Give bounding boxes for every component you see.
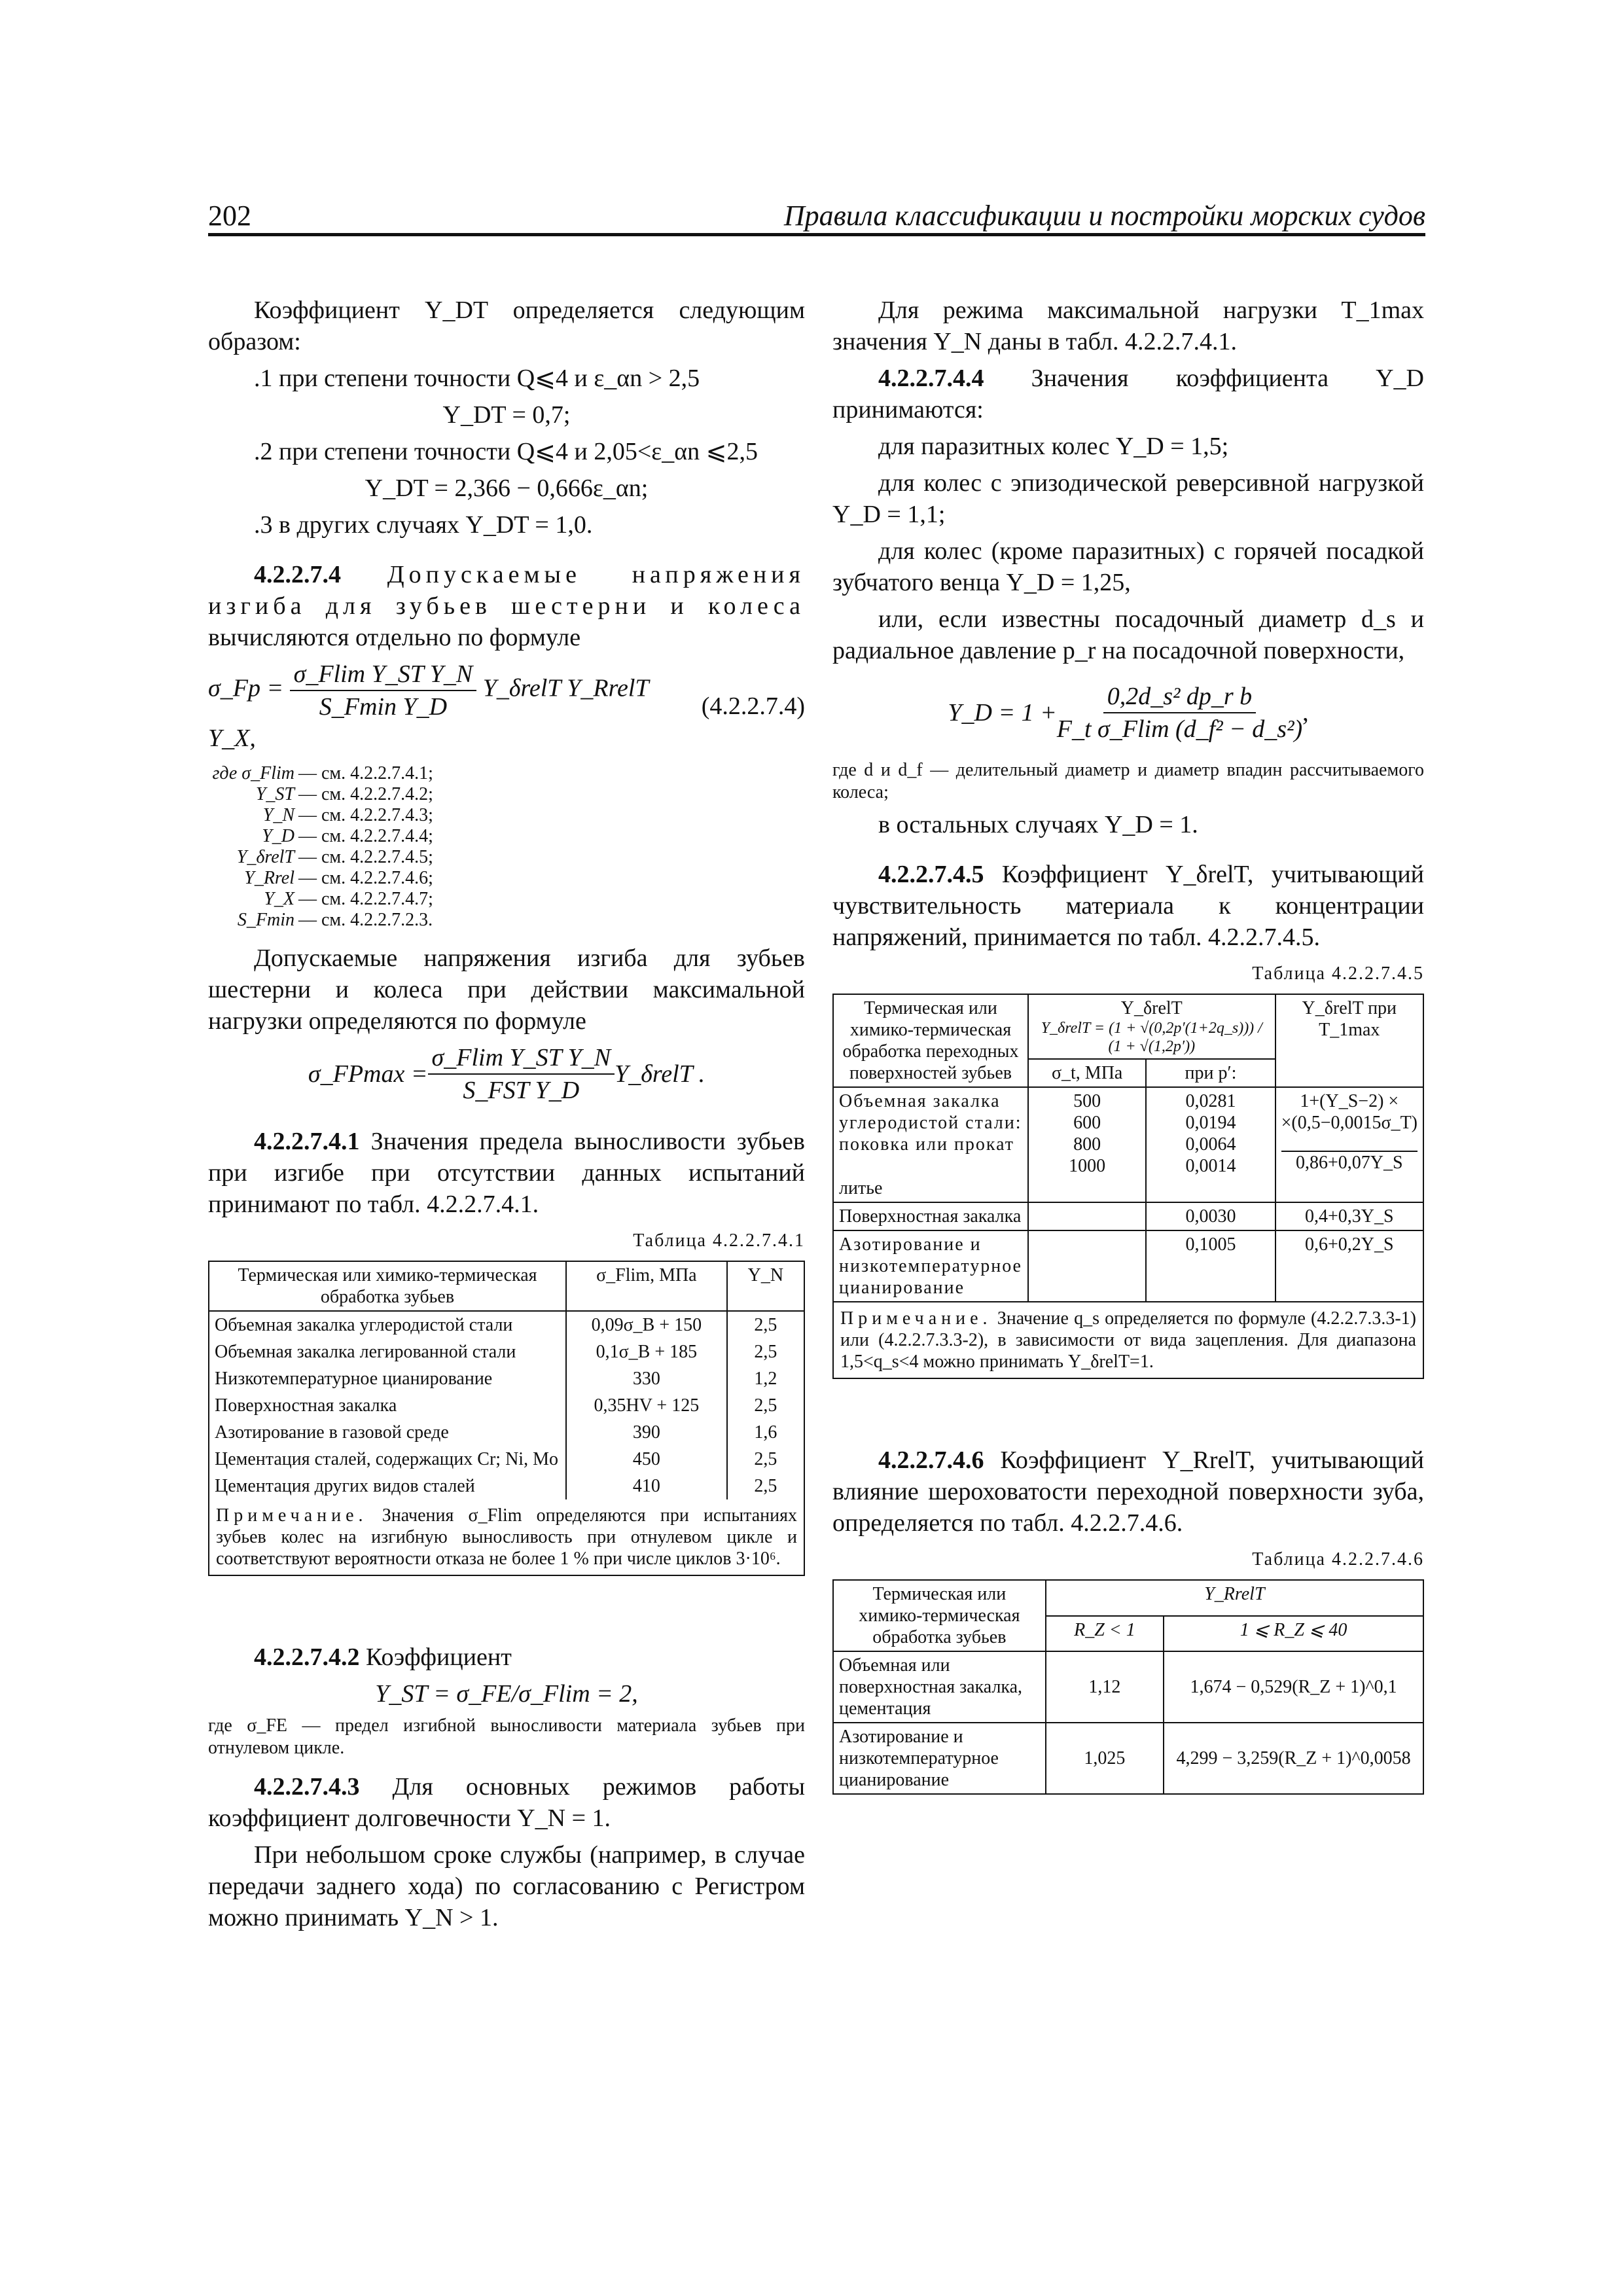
table-cell — [1275, 1087, 1423, 1202]
table-cell: 0,0030 — [1146, 1202, 1275, 1230]
sigma-value: 1000 — [1069, 1156, 1106, 1176]
formula-tail: , — [1302, 699, 1309, 726]
table-cell: 2,5 — [727, 1311, 804, 1338]
table-row — [209, 1338, 804, 1365]
row-label: Объемная закалка углеродистой стали: поковка или прокат — [839, 1091, 1022, 1155]
table-cell: 0,6+0,2Y_S — [1275, 1230, 1423, 1302]
where-ref: — см. 4.2.2.7.4.6; — [298, 868, 433, 888]
where-symbol: Y_ST — [255, 784, 294, 804]
formula-fraction — [428, 1042, 615, 1106]
table-cell: 390 — [566, 1419, 727, 1446]
where-symbol: Y_X — [264, 889, 294, 909]
table-cell: Поверхностная закалка — [833, 1202, 1028, 1230]
list-item: для колес с эпизодической реверсивной нагрузкой Y_D = 1,1; — [832, 469, 1424, 528]
formula-numerator: σ_Flim Y_ST Y_N — [428, 1042, 615, 1075]
table-row — [833, 1723, 1423, 1794]
table-row — [833, 1230, 1423, 1302]
section-number: 4.2.2.7.4.3 — [254, 1773, 360, 1801]
table-row — [209, 1311, 804, 1338]
formula-numerator: 0,2d_s² dp_r b — [1103, 681, 1256, 713]
table-caption: Таблица 4.2.2.7.4.5 — [1252, 963, 1424, 984]
where-ref: — см. 4.2.2.7.4.5; — [298, 847, 433, 867]
table-cell: Азотирование и низкотемпературное цианирование — [833, 1230, 1028, 1302]
section-heading: Допускаемые напряжения изгиба для зубьев шестерни и колеса — [208, 561, 805, 620]
where-item — [208, 910, 805, 931]
table-subheader: при p′: — [1146, 1059, 1275, 1087]
table-cell: 0,1005 — [1146, 1230, 1275, 1302]
table-cell: 0,1σ_B + 185 — [566, 1338, 727, 1365]
tmax-value: 1+(Y_S−2) × ×(0,5−0,0015σ_T) — [1281, 1091, 1418, 1133]
table-cell: 410 — [566, 1473, 727, 1499]
running-title: Правила классификации и постройки морских судов — [783, 200, 1425, 232]
table-cell: 330 — [566, 1365, 727, 1392]
list-item: для паразитных колес Y_D = 1,5; — [878, 433, 1229, 460]
section-number: 4.2.2.7.4.4 — [878, 365, 984, 392]
table-header: Y_N — [727, 1261, 804, 1311]
where-ref: — см. 4.2.2.7.4.7; — [298, 889, 433, 909]
table-cell: 1,6 — [727, 1419, 804, 1446]
section-4-2-2-7-4 — [208, 559, 805, 653]
formula-lhs: σ_Fp = — [208, 674, 284, 702]
sigma-value: 600 — [1073, 1113, 1101, 1133]
section-4-2-2-7-4-6 — [832, 1444, 1424, 1539]
table-cell: 0,09σ_B + 150 — [566, 1311, 727, 1338]
table-cell — [1028, 1087, 1146, 1202]
where-item — [208, 805, 805, 826]
table-cell: Объемная закалка углеродистой стали — [209, 1311, 566, 1338]
table-cell: Азотирование и низкотемпературное цианирование — [833, 1723, 1046, 1794]
table-header: σ_Flim, МПа — [566, 1261, 727, 1311]
table-subheader: 1 ⩽ R_Z ⩽ 40 — [1164, 1616, 1423, 1652]
yd-formula — [832, 681, 1424, 745]
table-header — [1028, 994, 1275, 1059]
formula: Y_ST = σ_FE/σ_Flim = 2, — [375, 1680, 638, 1708]
table-row — [209, 1473, 804, 1499]
table-row — [833, 1087, 1423, 1202]
formula-number: (4.2.2.7.4) — [701, 692, 805, 720]
section-text: Значения коэффициента Y_D принимаются: — [832, 365, 1424, 423]
table-caption: Таблица 4.2.2.7.4.1 — [633, 1230, 805, 1251]
page-header — [208, 196, 1425, 233]
table-header: Y_δrelT при T_1max — [1275, 994, 1423, 1087]
paragraph: Допускаемые напряжения изгиба для зубьев шестерни и колеса при действии максимальной нагрузки определяются по формуле — [208, 944, 805, 1035]
where-symbol: Y_N — [262, 805, 294, 825]
table-cell: Объемная или поверхностная закалка, цементация — [833, 1651, 1046, 1723]
right-column — [832, 295, 1424, 1795]
table-cell — [1028, 1202, 1146, 1230]
page-number: 202 — [208, 200, 251, 232]
table-cell — [1028, 1230, 1146, 1302]
section-4-2-2-7-4-5 — [832, 859, 1424, 953]
sigma-value: 500 — [1073, 1091, 1101, 1111]
where-note: где d и d_f — делительный диаметр и диаметр впадин рассчитываемого колеса; — [832, 760, 1424, 802]
left-column — [208, 295, 805, 1939]
table-cell: 1,12 — [1046, 1651, 1164, 1723]
where-item — [208, 847, 805, 868]
table-cell: 1,025 — [1046, 1723, 1164, 1794]
note-label: Примечание. — [840, 1308, 992, 1329]
header-rule — [208, 233, 1425, 236]
section-text: Значения предела выносливости зубьев при изгибе при отсутствии данных испытаний принимают по табл. 4.2.2.7.4.1. — [208, 1128, 805, 1218]
where-symbol: S_Fmin — [237, 910, 294, 930]
table-cell: 2,5 — [727, 1338, 804, 1365]
p-value: 0,0281 — [1185, 1091, 1236, 1111]
where-symbol: Y_Rrel — [244, 868, 294, 888]
table-cell: 0,4+0,3Y_S — [1275, 1202, 1423, 1230]
table-cell: Поверхностная закалка — [209, 1392, 566, 1419]
note-label: Примечание. — [216, 1505, 368, 1526]
list-item: в остальных случаях Y_D = 1. — [878, 811, 1198, 838]
section-number: 4.2.2.7.4.1 — [254, 1128, 360, 1155]
formula-max — [208, 1042, 805, 1106]
table-row — [209, 1446, 804, 1473]
table-header: Термическая или химико-термическая обработка переходных поверхностей зубьев — [833, 994, 1028, 1087]
section-number: 4.2.2.7.4.2 — [254, 1643, 360, 1671]
table-row — [209, 1365, 804, 1392]
table-cell: Азотирование в газовой среде — [209, 1419, 566, 1446]
main-formula — [208, 658, 805, 754]
paragraph: Для режима максимальной нагрузки T_1max значения Y_N даны в табл. 4.2.2.7.4.1. — [832, 296, 1424, 355]
p-value: 0,0064 — [1185, 1134, 1236, 1155]
formula-fraction — [290, 658, 477, 723]
where-ref: — см. 4.2.2.7.4.1; — [298, 763, 433, 783]
formula-lhs: σ_FPmax = — [308, 1060, 428, 1088]
table-note — [832, 1302, 1424, 1379]
list-item: или, если известны посадочный диаметр d_s и радиальное давление p_r на посадочной поверхности, — [832, 605, 1424, 664]
where-item — [208, 763, 805, 784]
table-cell: Объемная закалка легированной стали — [209, 1338, 566, 1365]
where-ref: — см. 4.2.2.7.2.3. — [298, 910, 433, 930]
table-cell — [833, 1087, 1028, 1202]
table-4-2-2-7-4-6 — [832, 1579, 1424, 1795]
section-4-2-2-7-4-3 — [208, 1771, 805, 1834]
where-ref: — см. 4.2.2.7.4.3; — [298, 805, 433, 825]
list-item: для колес (кроме паразитных) с горячей посадкой зубчатого венца Y_D = 1,25, — [832, 537, 1424, 596]
case-2: .2 при степени точности Q⩽4 и 2,05<ε_αn ⩽2,5 — [254, 438, 758, 465]
row-label: литье — [839, 1178, 883, 1198]
where-symbol: Y_D — [262, 826, 294, 846]
formula-rhs: Y_δrelT . — [615, 1060, 705, 1088]
paragraph: При небольшом сроке службы (например, в случае передачи заднего хода) по согласованию с Регистром можно принимать Y_N > 1. — [208, 1841, 805, 1931]
table-cell: 450 — [566, 1446, 727, 1473]
table-cell: Цементация сталей, содержащих Cr; Ni, Mo — [209, 1446, 566, 1473]
formula-lhs: Y_D = 1 + — [948, 699, 1057, 726]
table-subheader: R_Z < 1 — [1046, 1616, 1164, 1652]
header-formula: Y_δrelT = (1 + √(0,2p′(1+2q_s))) / (1 + √(1,2p′)) — [1041, 1020, 1262, 1055]
table-cell: 1,2 — [727, 1365, 804, 1392]
section-4-2-2-7-4-2 — [208, 1641, 805, 1673]
formula: Y_DT = 0,7; — [442, 401, 571, 429]
section-text: Коэффициент — [366, 1643, 512, 1671]
note-text: Значения σ_Flim определяются при испытаниях зубьев колес на изгибную выносливость при отнулевом цикле и соответствуют вероятности отказа не более 1 % при числе циклов 3·10⁶. — [216, 1505, 798, 1569]
section-4-2-2-7-4-4 — [832, 363, 1424, 425]
table-cell — [1146, 1087, 1275, 1202]
table-row — [833, 1651, 1423, 1723]
section-number: 4.2.2.7.4.6 — [878, 1446, 984, 1474]
section-number: 4.2.2.7.4.5 — [878, 861, 984, 888]
where-item — [208, 826, 805, 847]
table-row — [209, 1419, 804, 1446]
table-header: Y_RrelT — [1046, 1580, 1423, 1616]
p-value: 0,0014 — [1185, 1156, 1236, 1176]
table-cell: 2,5 — [727, 1392, 804, 1419]
formula-numerator: σ_Flim Y_ST Y_N — [290, 658, 477, 691]
table-cell: 1,674 − 0,529(R_Z + 1)^0,1 — [1164, 1651, 1423, 1723]
formula: Y_DT = 2,366 − 0,666ε_αn; — [365, 475, 649, 502]
table-header: Термическая или химико-термическая обработка зубьев — [209, 1261, 566, 1311]
formula-rhs: Y_δrelT Y_RrelT Y_X, — [208, 674, 649, 752]
case-3: .3 в других случаях Y_DT = 1,0. — [254, 511, 593, 539]
paragraph: Коэффициент Y_DT определяется следующим образом: — [208, 296, 805, 355]
header-symbol: Y_δrelT — [1120, 998, 1183, 1018]
section-text: вычисляются отдельно по формуле — [208, 624, 581, 651]
p-value: 0,0194 — [1185, 1113, 1236, 1133]
sigma-value: 800 — [1073, 1134, 1101, 1155]
table-cell: 2,5 — [727, 1446, 804, 1473]
table-cell: Низкотемпературное цианирование — [209, 1365, 566, 1392]
where-symbol: где σ_Flim — [212, 763, 294, 783]
table-4-2-2-7-4-1 — [208, 1261, 805, 1499]
section-text: Коэффициент Y_δrelT, учитывающий чувствительность материала к концентрации напряжений, принимается по табл. 4.2.2.7.4.5. — [832, 861, 1424, 951]
table-caption: Таблица 4.2.2.7.4.6 — [1252, 1549, 1424, 1570]
table-4-2-2-7-4-5 — [832, 994, 1424, 1302]
table-row — [833, 1202, 1423, 1230]
table-cell: 0,35HV + 125 — [566, 1392, 727, 1419]
where-item — [208, 868, 805, 889]
note-text: Значение q_s определяется по формуле (4.2.2.7.3.3-1) или (4.2.2.7.3.3-2), в зависимости от вида зацепления. Для диапазона 1,5<q_s<4 можно принимать Y_δrelT=1. — [840, 1308, 1417, 1372]
section-text: Для основных режимов работы коэффициент долговечности Y_N = 1. — [208, 1773, 806, 1832]
where-list — [208, 763, 805, 931]
where-note: где σ_FE — предел изгибной выносливости материала зубьев при отнулевом цикле. — [208, 1715, 805, 1758]
formula-denominator: S_Fmin Y_D — [319, 693, 448, 721]
section-4-2-2-7-4-1 — [208, 1126, 805, 1220]
section-text: Коэффициент Y_RrelT, учитывающий влияние шероховатости переходной поверхности зуба, определяется по табл. 4.2.2.7.4.6. — [832, 1446, 1424, 1537]
where-item — [208, 889, 805, 910]
table-cell: 4,299 − 3,259(R_Z + 1)^0,0058 — [1164, 1723, 1423, 1794]
where-ref: — см. 4.2.2.7.4.4; — [298, 826, 433, 846]
table-row — [209, 1392, 804, 1419]
section-number: 4.2.2.7.4 — [254, 561, 341, 588]
table-note — [208, 1499, 805, 1576]
where-symbol: Y_δrelT — [236, 847, 294, 867]
table-cell: 2,5 — [727, 1473, 804, 1499]
where-ref: — см. 4.2.2.7.4.2; — [298, 784, 433, 804]
table-cell: Цементация других видов сталей — [209, 1473, 566, 1499]
formula-denominator: F_t σ_Flim (d_f² − d_s²) — [1056, 715, 1303, 743]
case-1: .1 при степени точности Q⩽4 и ε_αn > 2,5 — [254, 365, 700, 392]
table-header: Термическая или химико-термическая обработка зубьев — [833, 1580, 1046, 1651]
formula-denominator: S_FST Y_D — [463, 1077, 580, 1104]
tmax-value: 0,86+0,07Y_S — [1281, 1151, 1418, 1174]
where-item — [208, 784, 805, 805]
table-subheader: σ_t, МПа — [1028, 1059, 1146, 1087]
formula-fraction — [1057, 681, 1302, 745]
